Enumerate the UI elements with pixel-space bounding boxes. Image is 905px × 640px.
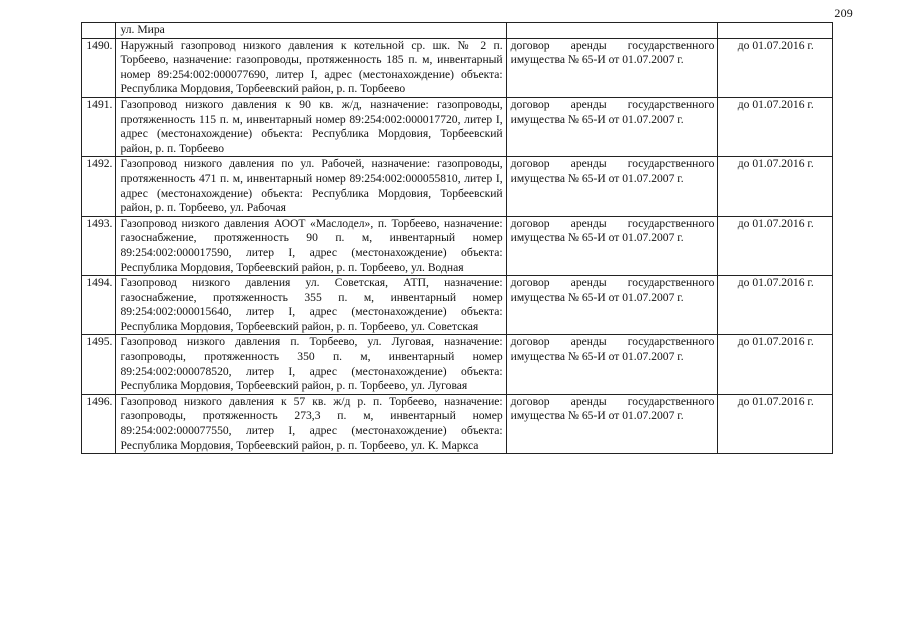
object-description: Газопровод низкого давления АООТ «Маслодел», п. Торбеево, назначение: газоснабжение, протяженность 90 п. м, инвентарный номер 89:254:002:000017590, литер I, адрес (местонахождение) объекта: Республика Мордовия, Торбеевский район, р. п. Торбеево, ул. Водная	[116, 216, 506, 275]
term-date: до 01.07.2016 г.	[718, 216, 833, 275]
row-number: 1495.	[82, 335, 116, 394]
contract-reference: договор аренды государственного имущества № 65-И от 01.07.2007 г.	[506, 276, 718, 335]
contract-reference: договор аренды государственного имущества № 65-И от 01.07.2007 г.	[506, 335, 718, 394]
contract-reference	[506, 23, 718, 39]
row-number: 1490.	[82, 38, 116, 97]
table-row-1492	[82, 157, 833, 216]
contract-reference: договор аренды государственного имущества № 65-И от 01.07.2007 г.	[506, 216, 718, 275]
contract-reference: договор аренды государственного имущества № 65-И от 01.07.2007 г.	[506, 157, 718, 216]
table-row-continuation	[82, 23, 833, 39]
term-date: до 01.07.2016 г.	[718, 97, 833, 156]
table-row-1496	[82, 394, 833, 453]
object-description: Газопровод низкого давления по ул. Рабочей, назначение: газопроводы, протяженность 471 п. м, инвентарный номер 89:254:002:000055810, литер I, адрес (местонахождение) объекта: Республика Мордовия, Торбеевский район, р. п. Торбеево, ул. Рабочая	[116, 157, 506, 216]
table-row-1490	[82, 38, 833, 97]
contract-reference: договор аренды государственного имущества № 65-И от 01.07.2007 г.	[506, 394, 718, 453]
table-row-1491	[82, 97, 833, 156]
page-number: 209	[834, 6, 853, 20]
object-description: Наружный газопровод низкого давления к котельной ср. шк. № 2 п. Торбеево, назначение: газопроводы, протяженность 185 п. м, инвентарный номер 89:254:002:000077690, литер I, адрес (местонахождение) объекта: Республика Мордовия, Торбеевский район, р. п. Торбеево	[116, 38, 506, 97]
row-number: 1494.	[82, 276, 116, 335]
row-number: 1496.	[82, 394, 116, 453]
term-date: до 01.07.2016 г.	[718, 157, 833, 216]
term-date: до 01.07.2016 г.	[718, 335, 833, 394]
row-number	[82, 23, 116, 39]
object-description: Газопровод низкого давления п. Торбеево, ул. Луговая, назначение: газопроводы, протяженность 350 п. м, инвентарный номер 89:254:002:000078520, литер I, адрес (местонахождение) объекта: Республика Мордовия, Торбеевский район, р. п. Торбеево, ул. Луговая	[116, 335, 506, 394]
object-description: Газопровод низкого давления к 57 кв. ж/д р. п. Торбеево, назначение: газопроводы, протяженность 273,3 п. м, инвентарный номер 89:254:002:000077550, литер I, адрес (местонахождение) объекта: Республика Мордовия, Торбеевский район, р. п. Торбеево, ул. К. Маркса	[116, 394, 506, 453]
term-date: до 01.07.2016 г.	[718, 38, 833, 97]
property-table-body	[82, 23, 833, 454]
object-description: Газопровод низкого давления ул. Советская, АТП, назначение: газоснабжение, протяженность 355 п. м, инвентарный номер 89:254:002:000015640, литер I, адрес (местонахождение) объекта: Республика Мордовия, Торбеевский район, р. п. Торбеево, ул. Советская	[116, 276, 506, 335]
table-row-1493	[82, 216, 833, 275]
contract-reference: договор аренды государственного имущества № 65-И от 01.07.2007 г.	[506, 38, 718, 97]
term-date: до 01.07.2016 г.	[718, 394, 833, 453]
term-date	[718, 23, 833, 39]
row-number: 1492.	[82, 157, 116, 216]
property-table	[81, 22, 833, 454]
object-description: ул. Мира	[116, 23, 506, 39]
row-number: 1493.	[82, 216, 116, 275]
table-row-1495	[82, 335, 833, 394]
term-date: до 01.07.2016 г.	[718, 276, 833, 335]
contract-reference: договор аренды государственного имущества № 65-И от 01.07.2007 г.	[506, 97, 718, 156]
row-number: 1491.	[82, 97, 116, 156]
object-description: Газопровод низкого давления к 90 кв. ж/д, назначение: газопроводы, протяженность 115 п. м, инвентарный номер 89:254:002:000017720, литер I, адрес (местонахождение) объекта: Республика Мордовия, Торбеевский район, р. п. Торбеево	[116, 97, 506, 156]
table-row-1494	[82, 276, 833, 335]
